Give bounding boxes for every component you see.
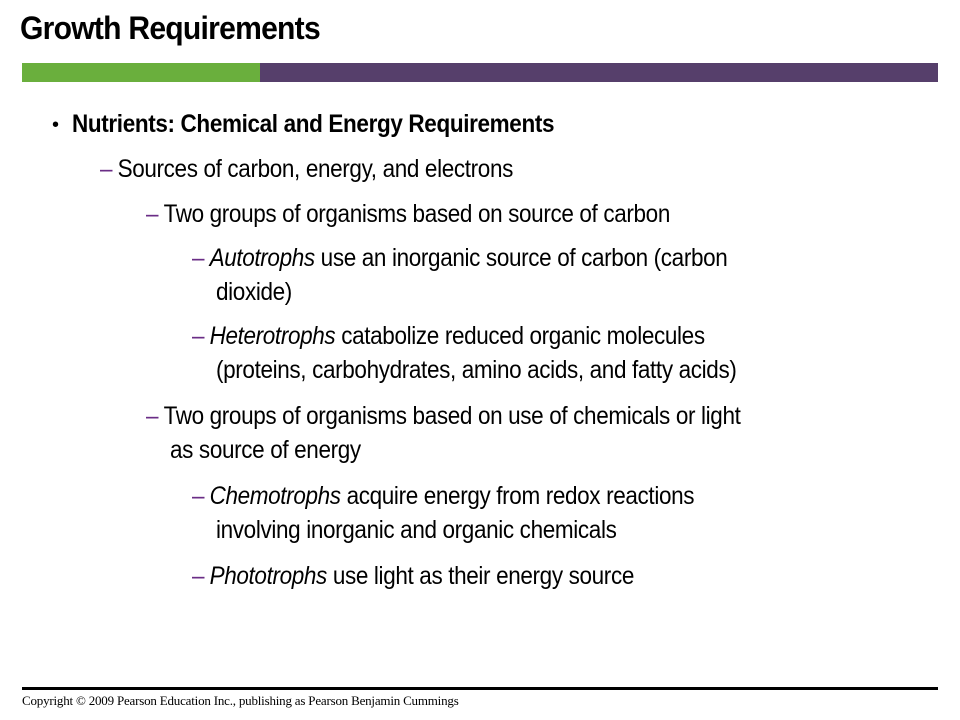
dash-marker: –	[192, 482, 205, 510]
subbullet-text: Sources of carbon, energy, and electrons	[117, 155, 513, 183]
subbullet-text: Two groups of organisms based on use of chemicals or light	[163, 402, 741, 430]
subbullet-text: Two groups of organisms based on source of carbon	[163, 200, 670, 228]
term-heterotrophs: Heterotrophs	[209, 322, 336, 350]
dash-marker: –	[146, 200, 159, 228]
term-chemotrophs: Chemotrophs	[209, 482, 341, 510]
subbullet-text: acquire energy from redox reactions	[340, 482, 695, 510]
subbullet-heterotrophs-cont: (proteins, carbohydrates, amino acids, and fatty acids)	[216, 356, 737, 384]
subbullet-chemotrophs	[192, 482, 694, 511]
subbullet-sources	[100, 155, 513, 184]
subbullet-energy-groups-cont: as source of energy	[170, 436, 361, 464]
subbullet-text: use an inorganic source of carbon (carbon	[314, 244, 728, 272]
subbullet-chemotrophs-cont: involving inorganic and organic chemicals	[216, 516, 617, 544]
term-phototrophs: Phototrophs	[209, 562, 327, 590]
dash-marker: –	[192, 244, 205, 272]
dash-marker: –	[192, 562, 205, 590]
term-autotrophs: Autotrophs	[209, 244, 315, 272]
subbullet-energy-groups	[146, 402, 741, 431]
subbullet-autotrophs-cont: dioxide)	[216, 278, 292, 306]
subbullet-phototrophs	[192, 562, 634, 591]
footer-divider	[22, 687, 938, 690]
subbullet-heterotrophs	[192, 322, 705, 351]
bullet-marker: •	[52, 114, 60, 136]
subbullet-text: use light as their energy source	[326, 562, 634, 590]
copyright-footer: Copyright © 2009 Pearson Education Inc., publishing as Pearson Benjamin Cummings	[22, 693, 459, 708]
bullet-nutrients: Nutrients: Chemical and Energy Requirements	[72, 110, 555, 138]
subbullet-text: catabolize reduced organic molecules	[335, 322, 705, 350]
subbullet-autotrophs	[192, 244, 727, 273]
dash-marker: –	[100, 155, 113, 183]
slide-title: Growth Requirements	[20, 10, 320, 46]
dash-marker: –	[146, 402, 159, 430]
subbullet-carbon-groups	[146, 200, 670, 229]
dash-marker: –	[192, 322, 205, 350]
